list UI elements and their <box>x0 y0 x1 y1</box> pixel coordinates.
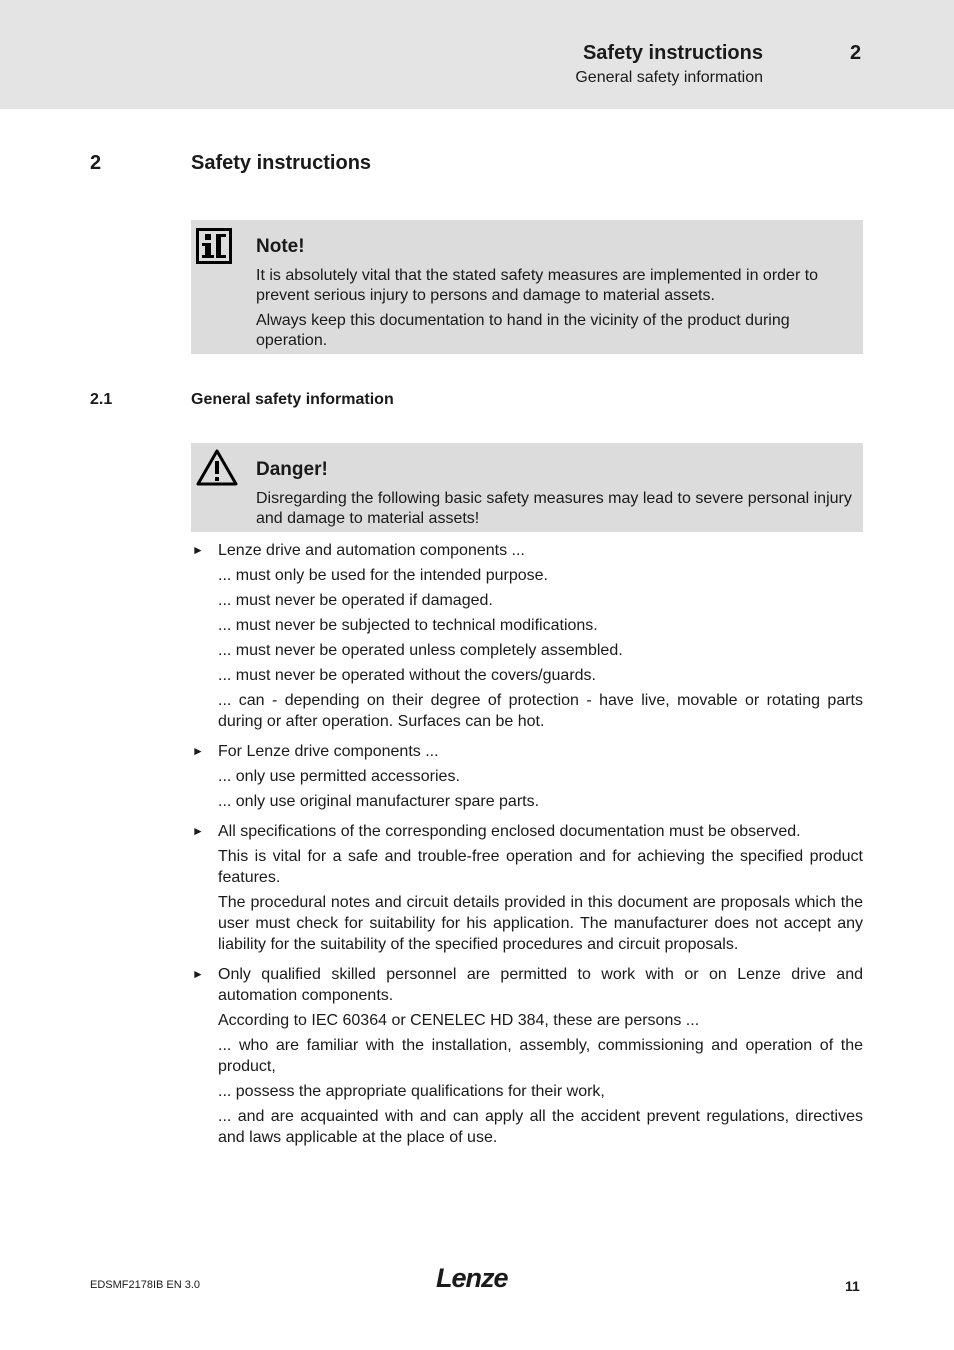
page-header <box>0 0 954 109</box>
lenze-logo: Lenze <box>436 1263 508 1293</box>
header-title: Safety instructions <box>582 42 763 64</box>
bullet-arrow-icon: ► <box>192 824 204 838</box>
list-item-heading: For Lenze drive components ... <box>218 743 439 760</box>
list-item-line: This is vital for a safe and trouble-free operation and for achieving the specified product features. <box>218 848 863 886</box>
list-item-line: ... must only be used for the intended purpose. <box>218 567 548 584</box>
list-item-line: According to IEC 60364 or CENELEC HD 384, these are persons ... <box>218 1012 700 1029</box>
section-number: 2 <box>90 152 102 174</box>
bullet-arrow-icon: ► <box>192 744 204 758</box>
list-item-line: ... who are familiar with the installation, assembly, commissioning and operation of the product, <box>218 1037 863 1075</box>
bullet-arrow-icon: ► <box>192 543 204 557</box>
list-item-line: ... only use original manufacturer spare parts. <box>218 793 540 810</box>
list-item-line: ... possess the appropriate qualifications for their work, <box>218 1083 605 1100</box>
header-chapter-number: 2 <box>850 42 862 64</box>
warning-icon <box>196 449 238 492</box>
section-title: Safety instructions <box>191 152 372 174</box>
list-item-line: ... and are acquainted with and can apply all the accident prevent regulations, directives and laws applicable at the place of use. <box>218 1108 863 1146</box>
note-paragraph: It is absolutely vital that the stated safety measures are implemented in order to prevent serious injury to persons and damage to material assets. <box>256 267 819 304</box>
list-item <box>191 741 863 812</box>
list-item-line: ... can - depending on their degree of protection - have live, movable or rotating parts during or after operation. Surfaces can be hot. <box>218 692 863 730</box>
list-item <box>191 821 863 955</box>
list-item-line: ... must never be operated without the covers/guards. <box>218 667 596 684</box>
list-item-heading: Only qualified skilled personnel are permitted to work with or on Lenze drive and automation components. <box>218 966 863 1004</box>
list-item-line: ... only use permitted accessories. <box>218 768 460 785</box>
list-item-line: ... must never be operated unless completely assembled. <box>218 642 623 659</box>
list-item-heading: Lenze drive and automation components ... <box>218 542 525 559</box>
list-item-line: ... must never be operated if damaged. <box>218 592 493 609</box>
bullet-arrow-icon: ► <box>192 967 204 981</box>
document-id: EDSMF2178IB EN 3.0 <box>90 1279 201 1291</box>
info-icon <box>196 228 234 269</box>
subsection-number: 2.1 <box>90 391 113 408</box>
note-paragraph: Always keep this documentation to hand in the vicinity of the product during operation. <box>256 312 790 349</box>
danger-box <box>191 443 863 532</box>
danger-text: Disregarding the following basic safety measures may lead to severe personal injury and damage to material assets! <box>256 490 852 527</box>
list-item-line: ... must never be subjected to technical modifications. <box>218 617 598 634</box>
note-box <box>191 220 863 354</box>
safety-list <box>191 540 863 1157</box>
list-item <box>191 964 863 1148</box>
subsection-title: General safety information <box>191 391 394 408</box>
page-number: 11 <box>845 1278 860 1294</box>
note-text <box>256 266 856 356</box>
danger-heading: Danger! <box>256 459 328 480</box>
list-item-heading: All specifications of the corresponding enclosed documentation must be observed. <box>218 823 801 840</box>
note-heading: Note! <box>256 236 305 257</box>
list-item-line: The procedural notes and circuit details provided in this document are proposals which the user must check for suitability for his application. The manufacturer does not accept any liability for the suitability of the specified procedures and circuit proposals. <box>218 894 863 953</box>
list-item <box>191 540 863 732</box>
header-subtitle: General safety information <box>575 69 763 86</box>
